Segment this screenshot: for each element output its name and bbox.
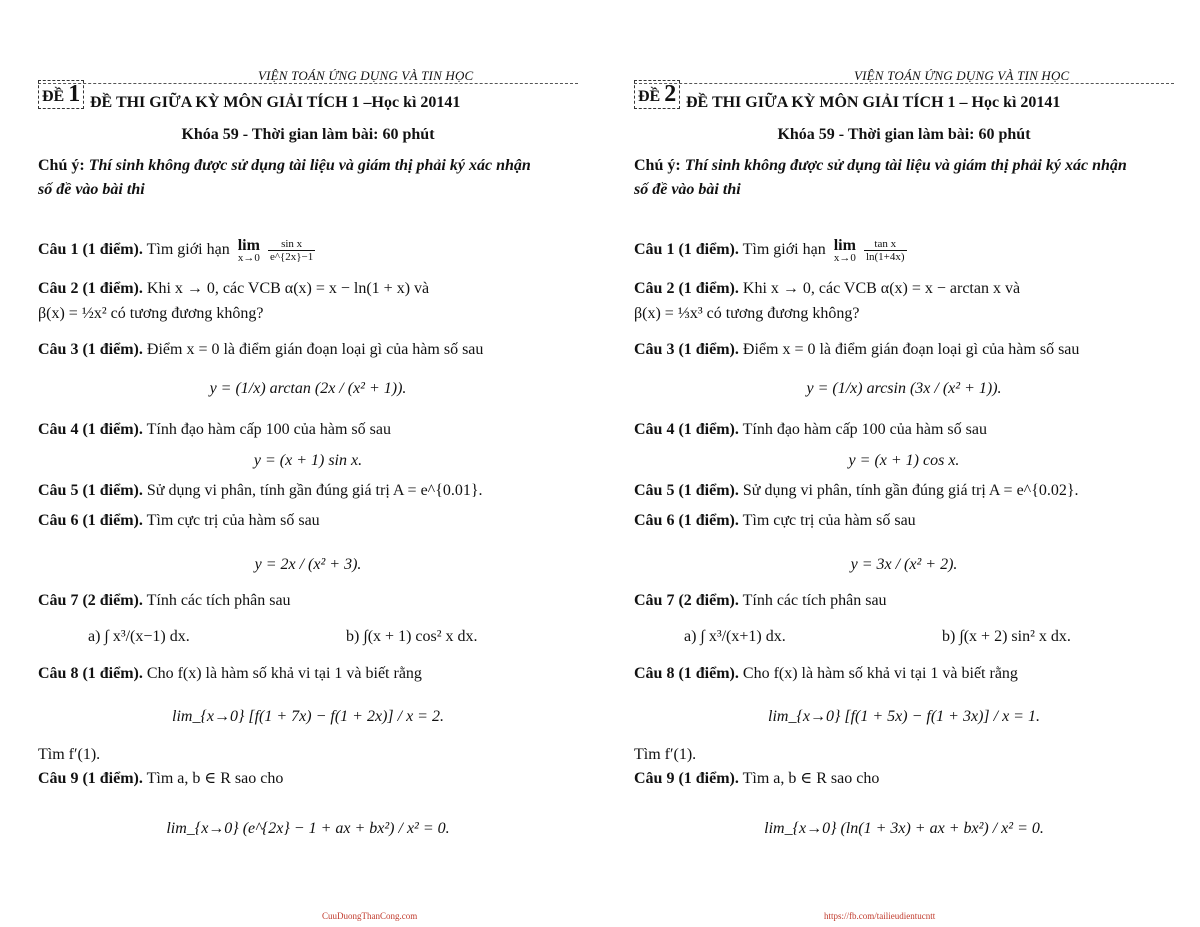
q3-formula: y = (1/x) arctan (2x / (x² + 1)). xyxy=(209,380,407,397)
q7-part-a: a) ∫ x³/(x+1) dx. xyxy=(684,628,786,645)
q6-formula: y = 3x / (x² + 2). xyxy=(850,556,958,573)
q7-text: Tính các tích phân sau xyxy=(146,592,291,609)
q7-text: Tính các tích phân sau xyxy=(742,592,887,609)
question-7 xyxy=(634,592,887,610)
question-1 xyxy=(38,238,317,263)
q9-label: Câu 9 (1 điểm). xyxy=(38,770,143,787)
question-2-cont: β(x) = ½x² có tương đương không? xyxy=(38,305,264,322)
badge-prefix: ĐỀ xyxy=(638,88,661,105)
exam-column-2 xyxy=(634,0,1174,927)
question-9 xyxy=(634,768,879,788)
exam-badge xyxy=(38,80,84,109)
q8-text: Cho f(x) là hàm số khả vi tại 1 và biết rằng xyxy=(146,665,422,682)
question-1 xyxy=(634,238,909,263)
exam-badge xyxy=(634,80,680,109)
course-info: Khóa 59 - Thời gian làm bài: 60 phút xyxy=(777,126,1031,143)
question-2 xyxy=(38,280,429,298)
q1-lim-sub: x→0 xyxy=(833,251,856,264)
q6-label: Câu 6 (1 điểm). xyxy=(38,512,143,529)
q1-fraction xyxy=(268,238,315,263)
question-3 xyxy=(634,341,1079,359)
q7-label: Câu 7 (2 điểm). xyxy=(38,592,143,609)
q1-fraction xyxy=(864,238,907,263)
q8-label: Câu 8 (1 điểm). xyxy=(38,665,143,682)
q6-formula: y = 2x / (x² + 3). xyxy=(254,556,362,573)
question-8 xyxy=(634,665,1018,683)
exam-note xyxy=(38,154,538,202)
question-6 xyxy=(38,512,320,530)
question-5 xyxy=(634,482,1079,500)
institute-header: VIỆN TOÁN ỨNG DỤNG VÀ TIN HỌC xyxy=(258,68,474,83)
q8-text: Cho f(x) là hàm số khả vi tại 1 và biết rằng xyxy=(742,665,1018,682)
exam-title: ĐỀ THI GIỮA KỲ MÔN GIẢI TÍCH 1 – Học kì 20141 xyxy=(686,94,1061,111)
q7-part-b: b) ∫(x + 2) sin² x dx. xyxy=(942,628,1071,645)
q7-part-b: b) ∫(x + 1) cos² x dx. xyxy=(346,628,478,645)
q1-label: Câu 1 (1 điểm). xyxy=(634,241,739,259)
q1-numerator: sin x xyxy=(268,238,315,251)
question-2 xyxy=(634,280,1020,298)
q6-label: Câu 6 (1 điểm). xyxy=(634,512,739,529)
q3-text: Điểm x = 0 là điểm gián đoạn loại gì của hàm số sau xyxy=(742,341,1080,358)
q3-label: Câu 3 (1 điểm). xyxy=(634,341,739,358)
q5-text: Sử dụng vi phân, tính gần đúng giá trị A = e^{0.02}. xyxy=(742,482,1079,499)
q4-label: Câu 4 (1 điểm). xyxy=(634,421,739,438)
q4-text: Tính đạo hàm cấp 100 của hàm số sau xyxy=(742,421,987,438)
q7-part-a: a) ∫ x³/(x−1) dx. xyxy=(88,628,190,645)
q1-lim: lim xyxy=(237,236,260,254)
exam-note xyxy=(634,154,1134,202)
question-6 xyxy=(634,512,916,530)
q1-label: Câu 1 (1 điểm). xyxy=(38,241,143,259)
question-4 xyxy=(38,421,391,439)
note-label: Chú ý: xyxy=(634,157,681,174)
badge-number: 1 xyxy=(68,81,81,107)
note-label: Chú ý: xyxy=(38,157,85,174)
q1-denominator: e^{2x}−1 xyxy=(269,251,314,263)
course-info: Khóa 59 - Thời gian làm bài: 60 phút xyxy=(181,126,435,143)
badge-prefix: ĐỀ xyxy=(42,88,65,105)
q4-formula: y = (x + 1) sin x. xyxy=(253,452,363,469)
q1-lim: lim xyxy=(833,236,856,254)
question-4 xyxy=(634,421,987,439)
header-divider xyxy=(634,83,1174,84)
note-text: Thí sinh không được sử dụng tài liệu và giám thị phải ký xác nhận số đề vào bài thi xyxy=(38,157,531,198)
q9-text: Tìm a, b ∈ R sao cho xyxy=(146,770,284,787)
q8-find: Tìm f′(1). xyxy=(38,746,101,763)
q6-text: Tìm cực trị của hàm số sau xyxy=(742,512,916,529)
q1-denominator: ln(1+4x) xyxy=(865,251,905,263)
question-2-cont: β(x) = ⅓x³ có tương đương không? xyxy=(634,305,860,322)
q2-label: Câu 2 (1 điểm). xyxy=(38,280,143,297)
question-3 xyxy=(38,341,483,359)
q4-label: Câu 4 (1 điểm). xyxy=(38,421,143,438)
note-text: Thí sinh không được sử dụng tài liệu và giám thị phải ký xác nhận số đề vào bài thi xyxy=(634,157,1127,198)
q1-text: Tìm giới hạn xyxy=(742,241,826,259)
q2-text: Khi x → 0, các VCB α(x) = x − ln(1 + x) và xyxy=(146,280,430,297)
q9-formula: lim_{x→0} (e^{2x} − 1 + ax + bx²) / x² = 0. xyxy=(166,820,450,837)
footer-source: CuuDuongThanCong.com xyxy=(322,911,418,921)
q7-label: Câu 7 (2 điểm). xyxy=(634,592,739,609)
q2-label: Câu 2 (1 điểm). xyxy=(634,280,739,297)
q9-label: Câu 9 (1 điểm). xyxy=(634,770,739,787)
q8-formula: lim_{x→0} [f(1 + 7x) − f(1 + 2x)] / x = 2. xyxy=(172,708,444,725)
q3-label: Câu 3 (1 điểm). xyxy=(38,341,143,358)
exam-column-1 xyxy=(38,0,578,927)
q3-formula: y = (1/x) arcsin (3x / (x² + 1)). xyxy=(806,380,1002,397)
q5-label: Câu 5 (1 điểm). xyxy=(634,482,739,499)
q8-label: Câu 8 (1 điểm). xyxy=(634,665,739,682)
q1-text: Tìm giới hạn xyxy=(146,241,230,259)
q3-text: Điểm x = 0 là điểm gián đoạn loại gì của hàm số sau xyxy=(146,341,484,358)
q5-text: Sử dụng vi phân, tính gần đúng giá trị A = e^{0.01}. xyxy=(146,482,483,499)
q4-text: Tính đạo hàm cấp 100 của hàm số sau xyxy=(146,421,391,438)
question-5 xyxy=(38,482,483,500)
q1-limit xyxy=(237,236,260,264)
q1-limit xyxy=(833,236,856,264)
badge-number: 2 xyxy=(664,81,677,107)
question-7 xyxy=(38,592,291,610)
q9-formula: lim_{x→0} (ln(1 + 3x) + ax + bx²) / x² = 0. xyxy=(764,820,1044,837)
q2-text: Khi x → 0, các VCB α(x) = x − arctan x và xyxy=(742,280,1021,297)
header-divider xyxy=(38,83,578,84)
question-8 xyxy=(38,665,422,683)
q8-formula: lim_{x→0} [f(1 + 5x) − f(1 + 3x)] / x = 1. xyxy=(768,708,1040,725)
q9-text: Tìm a, b ∈ R sao cho xyxy=(742,770,880,787)
question-9 xyxy=(38,768,283,788)
q1-lim-sub: x→0 xyxy=(237,251,260,264)
exam-title: ĐỀ THI GIỮA KỲ MÔN GIẢI TÍCH 1 –Học kì 20141 xyxy=(90,94,461,111)
footer-source: https://fb.com/tailieudientucntt xyxy=(824,911,936,921)
q8-find: Tìm f′(1). xyxy=(634,746,697,763)
institute-header: VIỆN TOÁN ỨNG DỤNG VÀ TIN HỌC xyxy=(854,68,1070,83)
q4-formula: y = (x + 1) cos x. xyxy=(848,452,960,469)
q6-text: Tìm cực trị của hàm số sau xyxy=(146,512,320,529)
q1-numerator: tan x xyxy=(864,238,907,251)
q5-label: Câu 5 (1 điểm). xyxy=(38,482,143,499)
